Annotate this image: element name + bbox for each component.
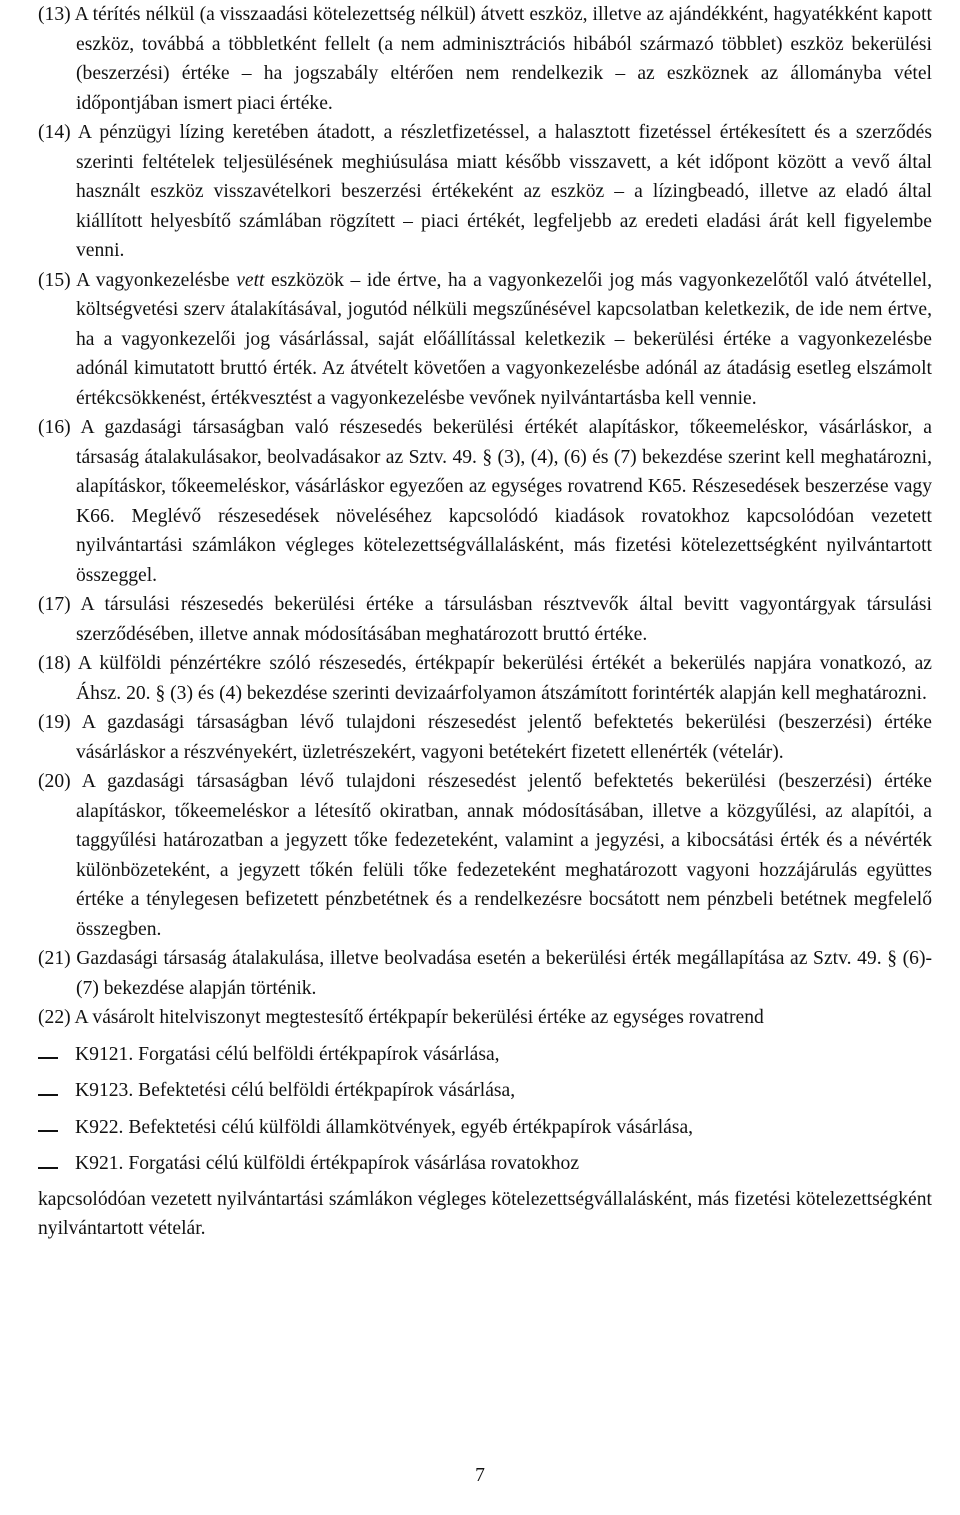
paragraph-21: (21) Gazdasági társaság átalakulása, illetve beolvadása esetén a bekerülési érték megállapítása az Sztv. 49. § (6)-(7) bekezdése alapján történik.	[38, 948, 932, 999]
paragraph-20: (20) A gazdasági társaságban lévő tulajdoni részesedést jelentő befektetés bekerülési (beszerzési) értéke alapításkor, tőkeemeléskor a létesítő okiratban, annak módosításában, illetve a közgyűlési, az alapítói, a taggyűlési határozatban a jegyzett tőke fedezeteként, valamint a jegyzési, a kibocsátási érték és a névérték különbözeteként, a jegyzett tőkén felüli tőke fedezeteként meghatározott vagyoni hozzájárulás együttes értéke a ténylegesen befizetett pénzbetétnek és a rendelkezésre bocsátott nem pénzbeli betétnek megfelelő összegben.	[38, 771, 932, 940]
paragraph-18: (18) A külföldi pénzértékre szóló részesedés, értékpapír bekerülési értékét a bekerülés napjára vonatkozó, az Áhsz. 20. § (3) és (4) bekezdése szerinti devizaárfolyamon átszámított forintérték alapján kell meghatározni.	[38, 653, 932, 704]
list-item-text: K922. Befektetési célú külföldi államkötvények, egyéb értékpapírok vásárlása,	[75, 1116, 694, 1138]
paragraph-15	[38, 266, 932, 414]
paragraph-15-rest: eszközök – ide értve, ha a vagyonkezelői jog más vagyonkezelőtől való átvétellel, költségvetési szerv átalakításával, jogutód nélküli megszűnésével kapcsolatban keletkezik, de ide nem értve, ha a vagyonkezelői jog vásárlással, saját előállítással keletkezik – bekerülési értéke a vagyonkezelésbe adónál kimutatott bruttó érték. Az átvételt követően a vagyonkezelésbe adónál az átadásig esetleg elszámolt értékcsökkenést, értékvesztést a vagyonkezelésbe vevőnek nyilvántartásba kell vennie.	[76, 269, 933, 409]
dash-bullet-icon	[38, 1057, 58, 1059]
paragraph-14: (14) A pénzügyi lízing keretében átadott, a részletfizetéssel, a halasztott fizetéssel értékesített és a szerződés szerinti feltételek teljesülésének meghiúsulása miatt később visszavett, a két időpont között a vevő által használt eszköz visszavételkori beszerzési értékeként az eszköz – a lízingbeadó, illetve az eladó által kiállított helyesbítő számlában rögzített – piaci értékét, legfeljebb az eredeti eladási árát kell figyelembe venni.	[38, 122, 932, 261]
list-item	[38, 1033, 932, 1070]
rovat-list	[38, 1033, 932, 1179]
closing-paragraph: kapcsolódóan vezetett nyilvántartási számlákon végleges kötelezettségvállalásként, más fizetési kötelezettségként nyilvántartott vételár.	[38, 1188, 932, 1239]
paragraph-15-italic-word: vett	[236, 269, 265, 291]
paragraph-19: (19) A gazdasági társaságban lévő tulajdoni részesedést jelentő befektetés bekerülési (beszerzési) értéke vásárláskor a részvényekért, üzletrészekért, vagyoni betétekért fizetett ellenérték (vételár).	[38, 712, 932, 763]
list-item-text: K9123. Befektetési célú belföldi értékpapírok vásárlása,	[75, 1080, 516, 1101]
paragraph-16: (16) A gazdasági társaságban való részesedés bekerülési értékét alapításkor, tőkeemeléskor, vásárláskor, a társaság átalakulásakor, beolvadásakor az Sztv. 49. § (3), (4), (6) és (7) bekezdése szerint kell meghatározni, alapításkor, tőkeemeléskor, vásárláskor egyezően az egységes rovatrend K65. Részesedések beszerzése vagy K66. Meglévő részesedések növeléséhez kapcsolódó kiadások rovatokhoz kapcsolódóan vezetett nyilvántartási számlákon végleges kötelezettségvállalásként, más fizetési kötelezettségként nyilvántartott összeggel.	[38, 417, 932, 586]
list-item-text: K9121. Forgatási célú belföldi értékpapírok vásárlása,	[75, 1043, 500, 1065]
paragraph-17: (17) A társulási részesedés bekerülési értéke a társulásban résztvevők által bevitt vagyontárgyak társulási szerződésében, illetve annak módosításában meghatározott bruttó értéke.	[38, 594, 932, 645]
dash-bullet-icon	[38, 1167, 58, 1169]
document-body	[38, 0, 932, 1244]
list-item	[38, 1069, 932, 1106]
paragraph-15-start: (15) A vagyonkezelésbe	[38, 269, 237, 291]
list-item-text: K921. Forgatási célú külföldi értékpapírok vásárlása rovatokhoz	[75, 1153, 580, 1174]
list-item	[38, 1106, 932, 1143]
page-number: 7	[475, 1465, 485, 1486]
paragraph-22: (22) A vásárolt hitelviszonyt megtestesítő értékpapír bekerülési értéke az egységes rovatrend	[38, 1007, 764, 1028]
list-item	[38, 1142, 932, 1179]
dash-bullet-icon	[38, 1130, 58, 1132]
dash-bullet-icon	[38, 1094, 58, 1096]
paragraph-13: (13) A térítés nélkül (a visszaadási kötelezettség nélkül) átvett eszköz, illetve az ajándékként, hagyatékként kapott eszköz, továbbá a többletként fellelt (a nem adminisztrációs hibából származó többlet) eszköz bekerülési (beszerzési) értéke – ha jogszabály eltérően nem rendelkezik – az eszköznek az állományba vétel időpontjában ismert piaci értéke.	[38, 4, 932, 114]
